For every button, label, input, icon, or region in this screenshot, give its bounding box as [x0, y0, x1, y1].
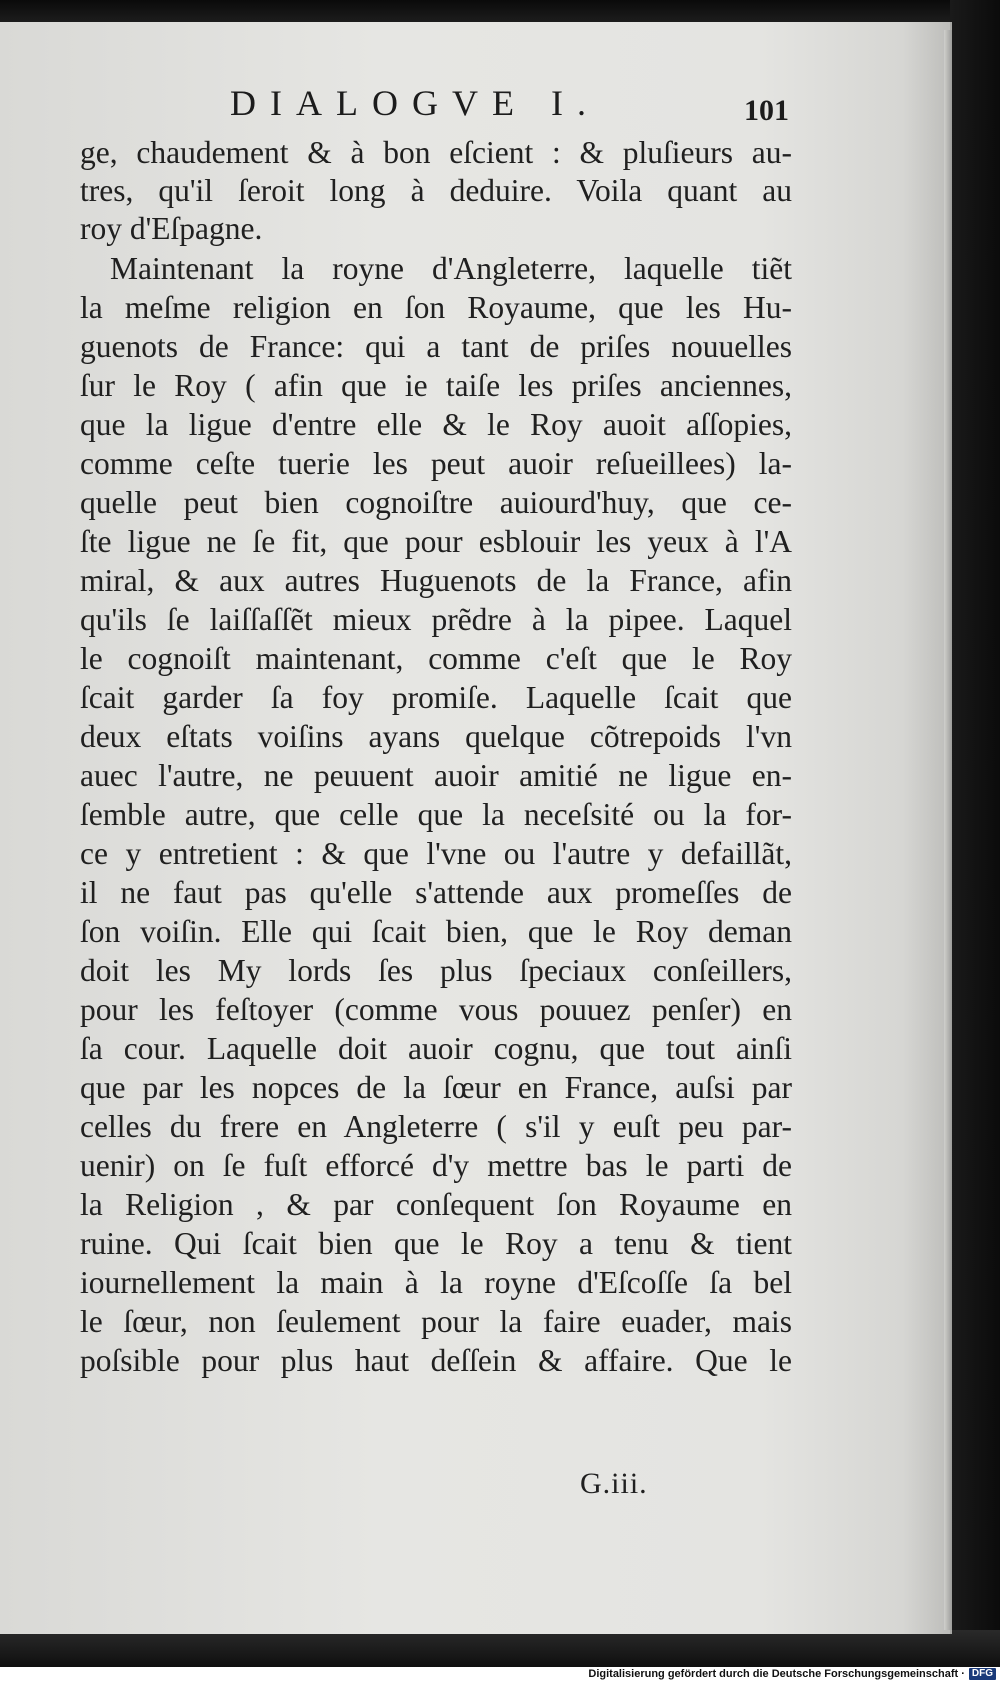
text-line: qu'ils ſe laiſſaſſẽt mieux prẽdre à la pipee. Laquel — [80, 602, 792, 637]
text-line: doit les My lords ſes plus ſpeciaux conſeillers, — [80, 953, 792, 988]
book-cover-right-edge — [950, 0, 1000, 1681]
text-line: ſemble autre, que celle que la neceſsité ou la for- — [80, 797, 792, 832]
text-line: Maintenant la royne d'Angleterre, laquelle tiẽt — [110, 251, 792, 286]
text-line: ruine. Qui ſcait bien que le Roy a tenu & tient — [80, 1226, 792, 1261]
text-line: miral, & aux autres Huguenots de la France, afin — [80, 563, 792, 598]
text-line: ge, chaudement & à bon eſcient : & pluſieurs au- — [80, 135, 792, 170]
signature-mark: G.iii. — [580, 1467, 648, 1500]
text-line: deux eſtats voiſins ayans quelque cõtrepoids l'vn — [80, 719, 792, 754]
text-line: quelle peut bien cognoiſtre auiourd'huy, que ce- — [80, 485, 792, 520]
digitization-credit-text: Digitalisierung gefördert durch die Deutsche Forschungsgemeinschaft · — [588, 1668, 965, 1680]
book-cover-bottom-edge — [0, 1630, 1000, 1670]
text-line: ſcait garder ſa foy promiſe. Laquelle ſcait que — [80, 680, 792, 715]
text-line: poſsible pour plus haut deſſein & affaire. Que le — [80, 1343, 792, 1378]
text-line: la Religion , & par conſequent ſon Royaume en — [80, 1187, 792, 1222]
text-line: le cognoiſt maintenant, comme c'eſt que le Roy — [80, 641, 792, 676]
text-line: comme ceſte tuerie les peut auoir reſueillees) la- — [80, 446, 792, 481]
dfg-logo-icon: DFG — [969, 1668, 996, 1680]
text-line: roy d'Eſpagne. — [80, 211, 263, 246]
text-line: celles du frere en Angleterre ( s'il y euſt peu par- — [80, 1109, 792, 1144]
text-line: que par les nopces de la ſœur en France, auſsi par — [80, 1070, 792, 1105]
book-page — [0, 22, 952, 1634]
text-line: iournellement la main à la royne d'Eſcoſſe ſa bel — [80, 1265, 792, 1300]
text-line: pour les feſtoyer (comme vous pouuez penſer) en — [80, 992, 792, 1027]
text-line: ce y entretient : & que l'vne ou l'autre y defaillãt, — [80, 836, 792, 871]
text-line: il ne faut pas qu'elle s'attende aux promeſſes de — [80, 875, 792, 910]
text-line: la meſme religion en ſon Royaume, que les Hu- — [80, 290, 792, 325]
text-line: tres, qu'il ſeroit long à deduire. Voila quant au — [80, 173, 792, 208]
text-line: ſur le Roy ( afin que ie taiſe les priſes anciennes, — [80, 368, 792, 403]
running-title: DIALOGVE I. — [230, 83, 600, 123]
digitization-credit — [588, 1667, 996, 1681]
text-line: ſa cour. Laquelle doit auoir cognu, que tout ainſi — [80, 1031, 792, 1066]
book-cover-top-edge — [0, 0, 1000, 24]
text-line: le ſœur, non ſeulement pour la faire euader, mais — [80, 1304, 792, 1339]
page-number: 101 — [744, 94, 789, 127]
text-line: guenots de France: qui a tant de priſes nouuelles — [80, 329, 792, 364]
text-line: uenir) on ſe fuſt efforcé d'y mettre bas le parti de — [80, 1148, 792, 1183]
text-line: ſon voiſin. Elle qui ſcait bien, que le Roy deman — [80, 914, 792, 949]
page-edge-shadow — [944, 30, 952, 1630]
text-line: que la ligue d'entre elle & le Roy auoit aſſopies, — [80, 407, 792, 442]
text-line: auec l'autre, ne peuuent auoir amitié ne ligue en- — [80, 758, 792, 793]
text-line: ſte ligue ne ſe fit, que pour esblouir les yeux à l'A — [80, 524, 792, 559]
